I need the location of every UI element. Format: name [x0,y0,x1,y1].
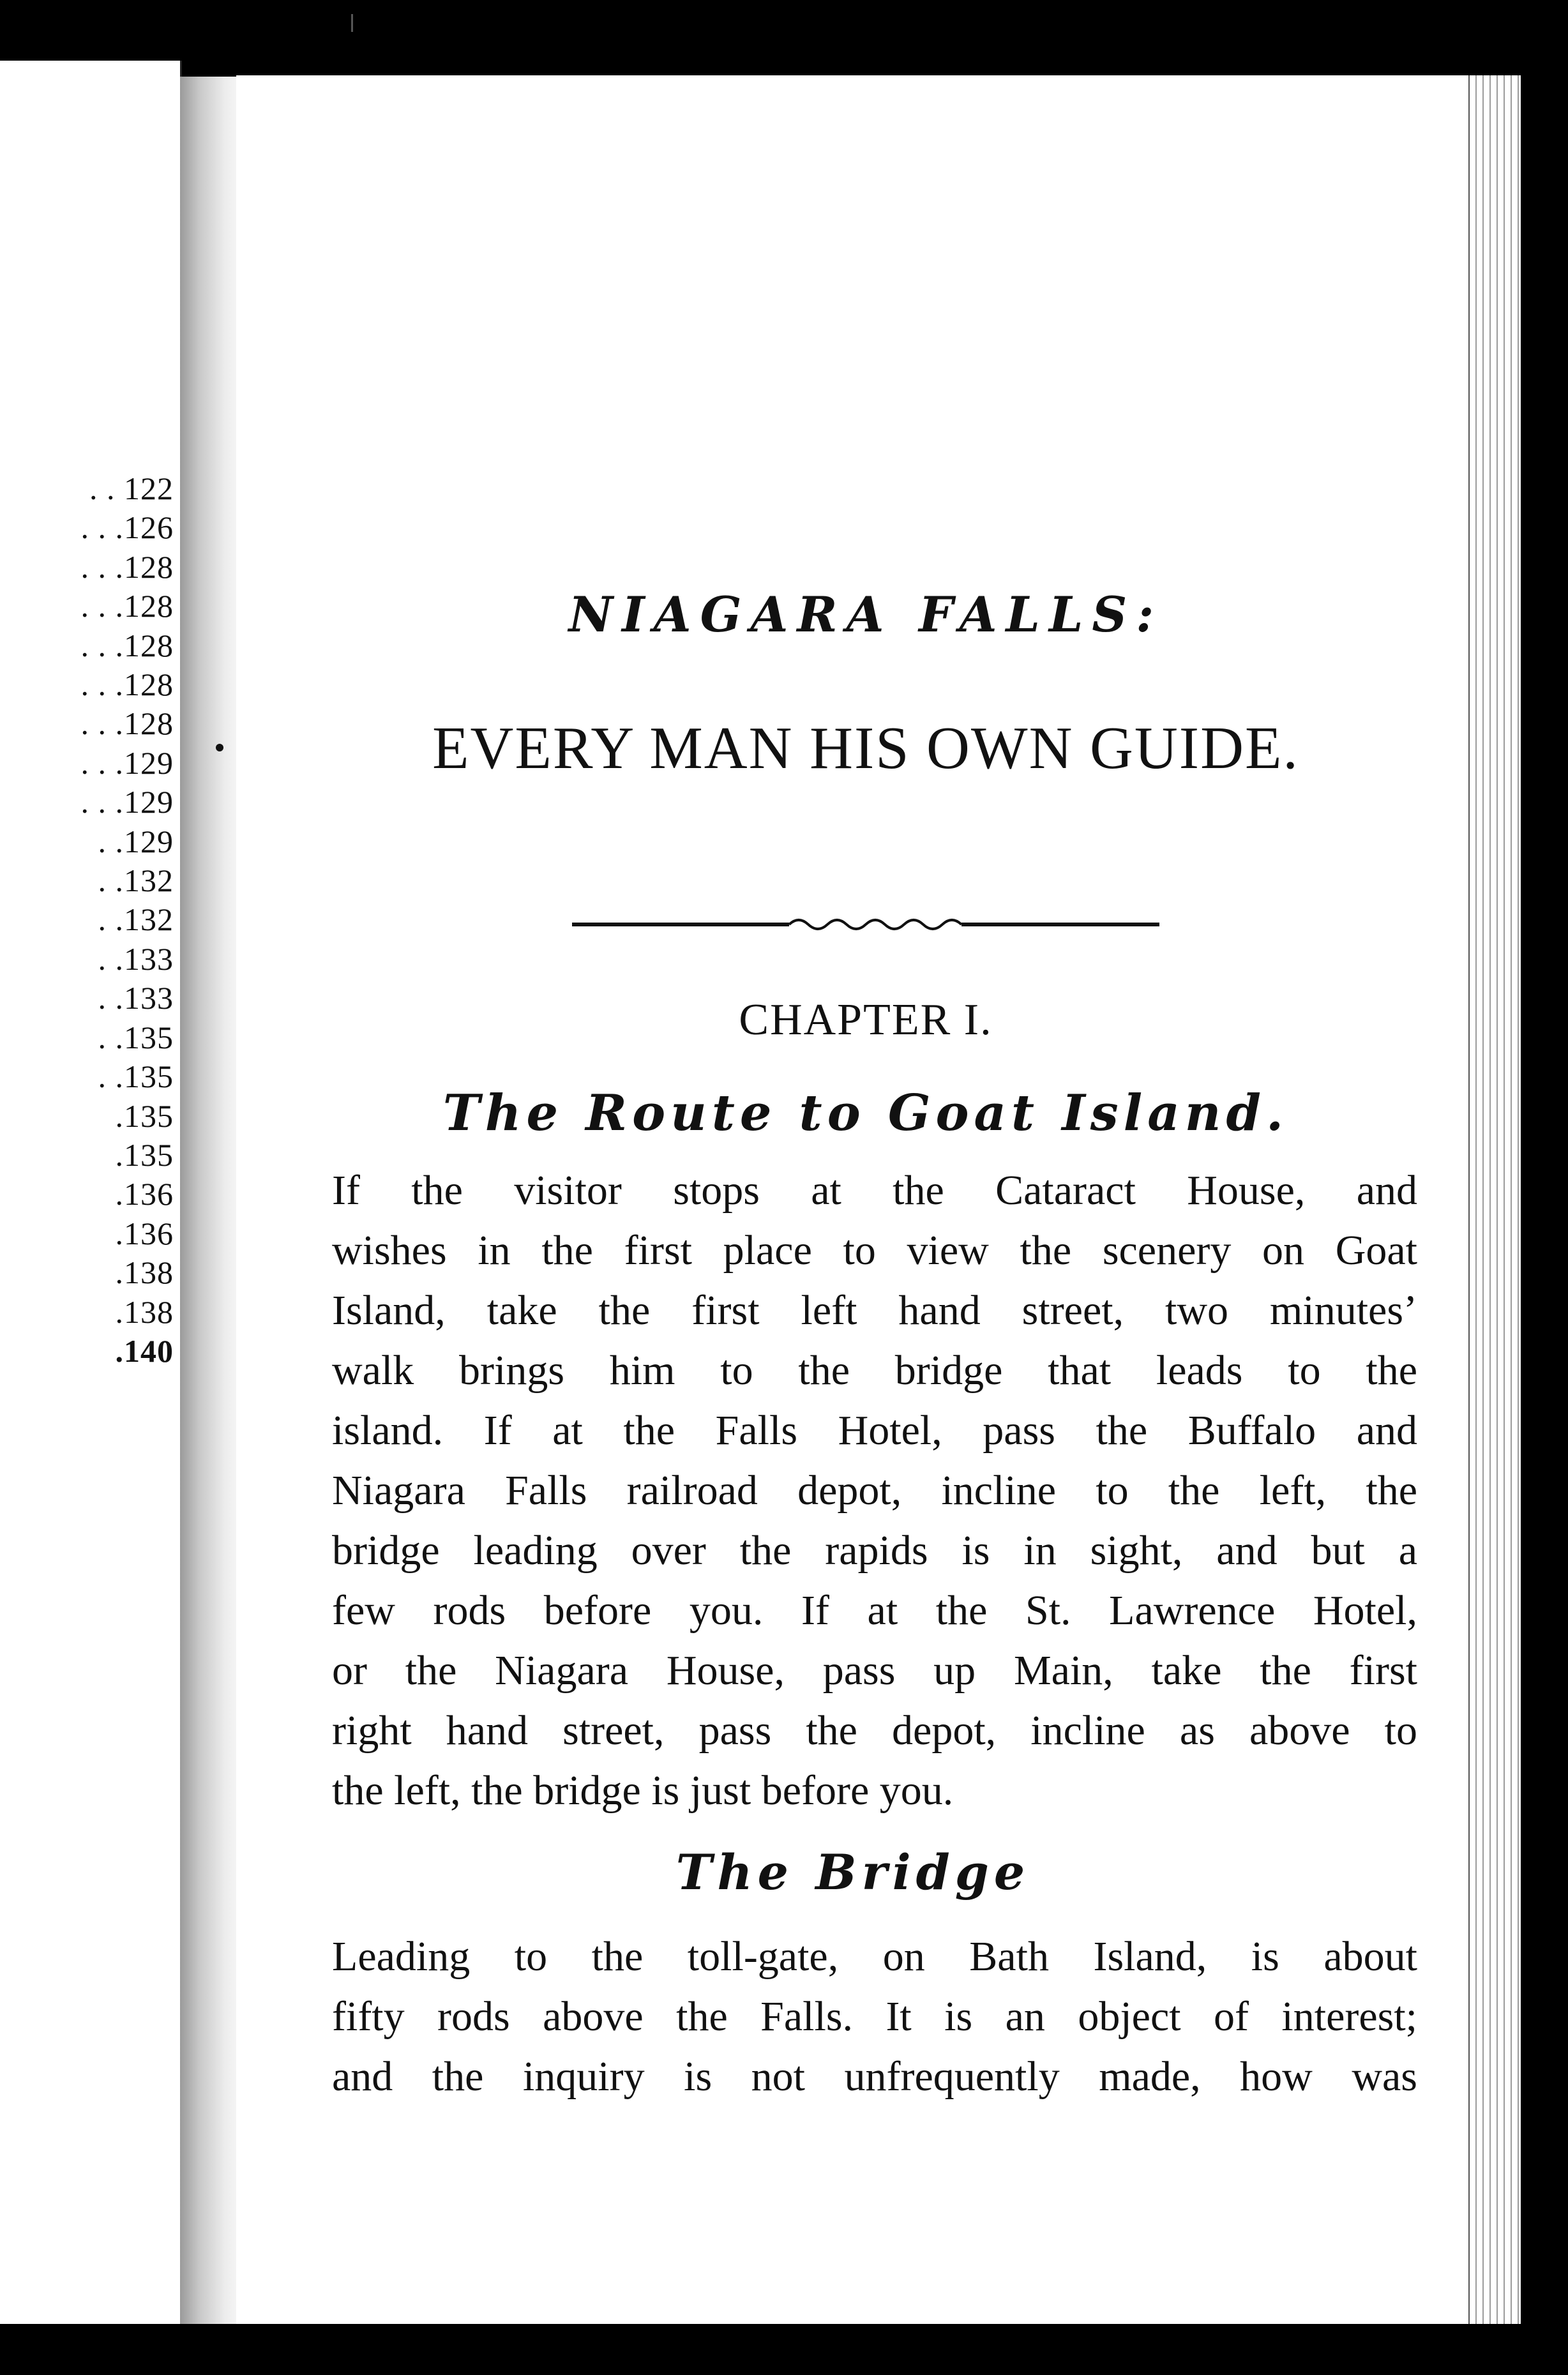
text-line: wishes in the first place to view the scenery on Goat [332,1227,1417,1274]
toc-page-number: .136 [115,1176,174,1212]
book-gutter [180,77,244,2324]
text-line: right hand street, pass the depot, incline as above to [332,1707,1417,1754]
toc-page-number: . . .129 [80,784,174,820]
wavy-rule-ornament [572,905,1159,944]
main-page [236,75,1495,2324]
toc-page-number: .140 [115,1332,174,1369]
page-edges [1468,75,1521,2324]
toc-page-number-column [8,469,174,1371]
text-line: If the visitor stops at the Cataract House, and [332,1167,1417,1214]
text-line: fifty rods above the Falls. It is an object of interest; [332,1993,1417,2040]
section-heading-bridge: The Bridge [675,1844,1030,1901]
toc-page-number: . .132 [98,863,174,899]
toc-page-number: . . .128 [80,588,174,624]
text-line: bridge leading over the rapids is in sight, and but a [332,1527,1417,1574]
toc-page-number: . .135 [98,1059,174,1095]
text-line: the left, the bridge is just before you. [332,1767,954,1814]
toc-page-number: . .133 [98,940,174,977]
text-line: Niagara Falls railroad depot, incline to the left, the [332,1467,1417,1514]
section-heading-route: The Route to Goat Island. [442,1084,1289,1142]
left-facing-page [0,61,182,2324]
ornamental-rule [236,905,1495,944]
page-content [236,75,1495,2324]
toc-page-number: .136 [115,1215,174,1251]
text-line: walk brings him to the bridge that leads to the [332,1347,1417,1394]
toc-page-number: . . .128 [80,667,174,703]
toc-page-number: . . .128 [80,705,174,742]
text-line: Island, take the first left hand street, two minutes’ [332,1287,1417,1334]
toc-page-number: . . .129 [80,744,174,781]
toc-page-number: . . 122 [89,471,174,506]
chapter-heading: CHAPTER I. [739,995,993,1044]
paragraph-route [332,1161,1417,1821]
toc-page-number: . .135 [98,1019,174,1055]
toc-page-number: .135 [115,1136,174,1173]
ink-dot [216,744,223,751]
toc-page-number: .135 [115,1097,174,1134]
toc-page-number: . .129 [98,823,174,859]
scan-mark [351,14,353,32]
text-line: and the inquiry is not unfrequently made, how was [332,2053,1417,2100]
running-title: NIAGARA FALLS: [568,586,1163,643]
toc-page-number: . .132 [98,901,174,938]
toc-page-number: .138 [115,1255,174,1291]
toc-page-number: .138 [115,1293,174,1330]
book-title: EVERY MAN HIS OWN GUIDE. [432,715,1299,781]
text-line: island. If at the Falls Hotel, pass the Buffalo and [332,1407,1417,1454]
toc-page-number: . . .126 [80,509,174,546]
text-line: or the Niagara House, pass up Main, take the first [332,1647,1417,1694]
toc-page-number: . . .128 [80,548,174,585]
text-line: Leading to the toll-gate, on Bath Island, is about [332,1933,1417,1980]
text-line: few rods before you. If at the St. Lawrence Hotel, [332,1587,1417,1634]
paragraph-bridge [332,1927,1417,2107]
toc-page-number: . . .128 [80,627,174,663]
toc-page-number: . .133 [98,980,174,1016]
